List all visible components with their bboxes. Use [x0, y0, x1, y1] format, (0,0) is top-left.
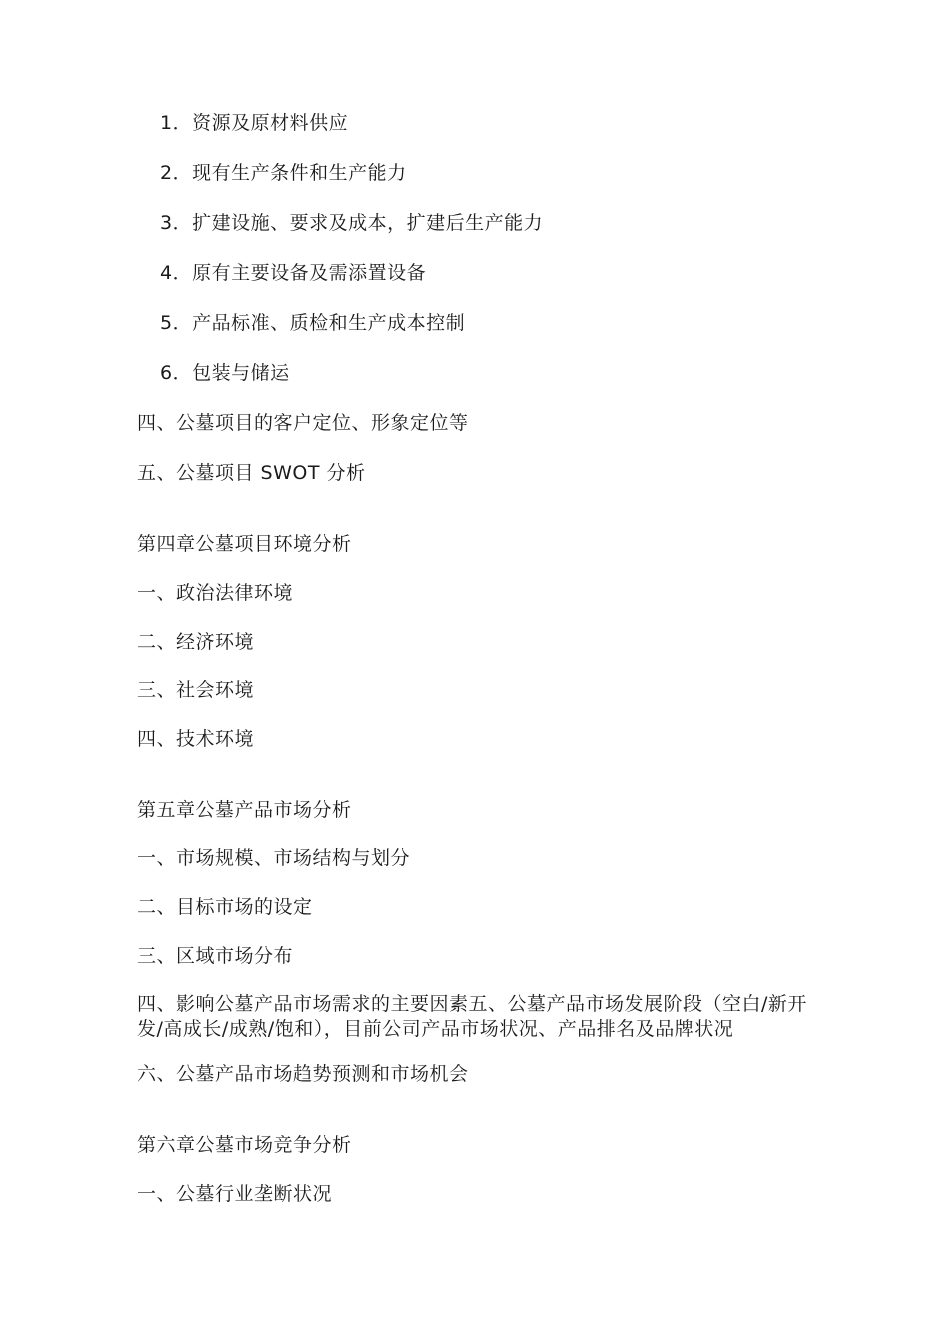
list-item: 5．产品标准、质检和生产成本控制 — [160, 312, 466, 334]
section-heading: 二、经济环境 — [137, 631, 255, 653]
section-heading: 五、公墓项目 SWOT 分析 — [137, 462, 366, 484]
section-heading: 三、区域市场分布 — [137, 945, 294, 967]
chapter-heading: 第六章公墓市场竞争分析 — [137, 1134, 352, 1156]
list-item: 3．扩建设施、要求及成本，扩建后生产能力 — [160, 212, 544, 234]
section-heading: 一、政治法律环境 — [137, 582, 294, 604]
list-item: 1．资源及原材料供应 — [160, 112, 349, 134]
list-item: 2．现有生产条件和生产能力 — [160, 162, 407, 184]
section-heading: 三、社会环境 — [137, 679, 255, 701]
list-item: 6．包装与储运 — [160, 362, 290, 384]
chapter-heading: 第五章公墓产品市场分析 — [137, 799, 352, 821]
section-heading: 六、公墓产品市场趋势预测和市场机会 — [137, 1063, 469, 1085]
list-item: 4．原有主要设备及需添置设备 — [160, 262, 427, 284]
section-heading: 四、公墓项目的客户定位、形象定位等 — [137, 412, 469, 434]
section-heading: 一、公墓行业垄断状况 — [137, 1183, 333, 1205]
section-heading: 二、目标市场的设定 — [137, 896, 313, 918]
chapter-heading: 第四章公墓项目环境分析 — [137, 533, 352, 555]
section-heading: 一、市场规模、市场结构与划分 — [137, 847, 411, 869]
section-heading: 四、技术环境 — [137, 728, 255, 750]
section-paragraph: 四、影响公墓产品市场需求的主要因素五、公墓产品市场发展阶段（空白/新开发/高成长/成熟/饱和），目前公司产品市场状况、产品排名及品牌状况 — [137, 993, 807, 1040]
